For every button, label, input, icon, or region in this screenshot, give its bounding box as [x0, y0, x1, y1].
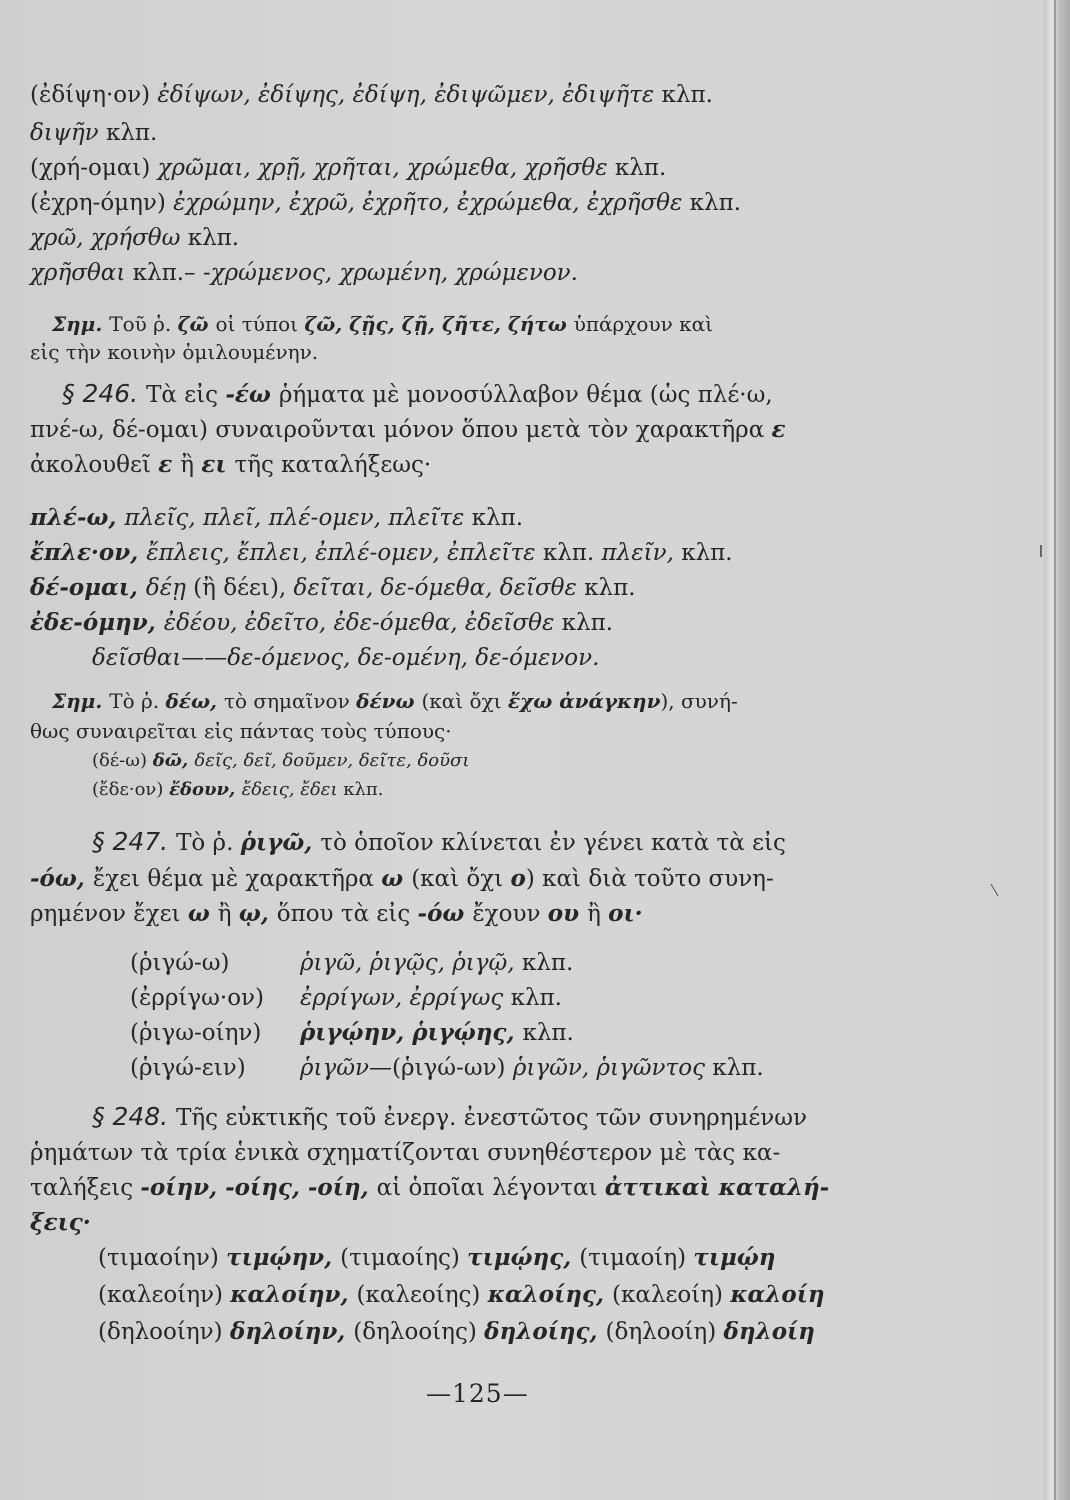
rigo-row-3-forms: ῥιγῴην, ῥιγῴης, κλπ.	[300, 1019, 574, 1046]
section-248-line-2: ῥημάτων τὰ τρία ἑνικὰ σχηματίζονται συνηθέστερον μὲ τὰς κα-	[30, 1140, 781, 1166]
note-2-line-4: (ἔδε·ον) ἔδουν, ἔδεις, ἔδει κλπ.	[92, 779, 384, 800]
section-247-line-3: ρημένον ἔχει ω ἢ ῳ, ὅπου τὰ εἰς -όω ἔχουν ου ἢ οι·	[30, 900, 643, 927]
text-line-4: (ἐχρη-όμην) ἐχρώμην, ἐχρῶ, ἐχρῆτο, ἐχρώμεθα, ἐχρῆσθε κλπ.	[30, 190, 742, 216]
note-1-line-2: εἰς τὴν κοινὴν ὁμιλουμένην.	[30, 340, 319, 364]
forms-line-3: δέ-ομαι, δέῃ (ἢ δέει), δεῖται, δε-όμεθα, δεῖσθε κλπ.	[30, 574, 636, 601]
forms-line-1: πλέ-ω, πλεῖς, πλεῖ, πλέ-ομεν, πλεῖτε κλπ.	[30, 504, 524, 531]
rigo-row-1-label: (ῥιγώ-ω)	[130, 950, 230, 976]
rigo-row-3-label: (ῥιγω-οίην)	[130, 1020, 262, 1046]
forms-line-2: ἔπλε·ον, ἔπλεις, ἔπλει, ἐπλέ-ομεν, ἐπλεῖτε κλπ. πλεῖν, κλπ.	[30, 539, 733, 566]
optative-line-1: (τιμαοίην) τιμῴην, (τιμαοίης) τιμῴης, (τιμαοίη) τιμῴη	[98, 1244, 776, 1271]
section-246-line-1: § 246. Τὰ εἰς -έω ῥήματα μὲ μονοσύλλαβον θέμα (ὡς πλέ·ω,	[62, 379, 773, 408]
section-246-line-2: πνέ-ω, δέ-ομαι) συναιροῦνται μόνον ὅπου μετὰ τὸν χαρακτῆρα ε	[30, 416, 786, 443]
forms-line-5: δεῖσθαι——δε-όμενος, δε-ομένη, δε-όμενον.	[92, 645, 600, 671]
page-number: —125—	[426, 1379, 529, 1408]
section-246-line-3: ἀκολουθεῖ ε ἢ ει τῆς καταλήξεως·	[30, 451, 432, 478]
section-248-line-1: § 248. Τῆς εὐκτικῆς τοῦ ἐνεργ. ἐνεστῶτος τῶν συνηρημένων	[92, 1102, 808, 1131]
optative-line-3: (δηλοοίην) δηλοίην, (δηλοοίης) δηλοίης, (δηλοοίη) δηλοίη	[98, 1318, 815, 1345]
text-line-6: χρῆσθαι κλπ.– -χρώμενος, χρωμένη, χρώμενον.	[30, 260, 578, 286]
note-1-line-1: Σημ. Τοῦ ῥ. ζῶ οἱ τύποι ζῶ, ζῇς, ζῇ, ζῆτε, ζήτω ὑπάρχουν καὶ	[52, 312, 713, 336]
margin-tick	[1040, 545, 1042, 557]
text-line-1: (ἐδίψη·ον) ἐδίψων, ἐδίψης, ἐδίψη, ἐδιψῶμεν, ἐδιψῆτε κλπ.	[30, 82, 713, 108]
text-line-5: χρῶ, χρήσθω κλπ.	[30, 225, 240, 251]
text-line-3: (χρή-ομαι) χρῶμαι, χρῇ, χρῆται, χρώμεθα, χρῆσθε κλπ.	[30, 155, 667, 181]
section-248-line-4: ξεις·	[30, 1209, 91, 1236]
text-line-2: διψῆν κλπ.	[30, 120, 158, 146]
section-248-line-3: ταλήξεις -οίην, -οίης, -οίη, αἱ ὁποῖαι λέγονται ἀττικαὶ καταλή-	[30, 1174, 830, 1201]
note-2-line-3: (δέ-ω) δῶ, δεῖς, δεῖ, δοῦμεν, δεῖτε, δοῦσι	[92, 750, 470, 771]
rigo-row-2-label: (ἐρρίγω·ον)	[130, 985, 264, 1011]
page-edge-line	[1054, 0, 1056, 1500]
rigo-row-2-forms: ἐρρίγων, ἐρρίγως κλπ.	[300, 985, 562, 1011]
forms-line-4: ἐδε-όμην, ἐδέου, ἐδεῖτο, ἐδε-όμεθα, ἐδεῖσθε κλπ.	[30, 609, 614, 636]
note-2-line-2: θως συναιρεῖται εἰς πάντας τοὺς τύπους·	[30, 719, 452, 743]
rigo-row-4-forms: ῥιγῶν—(ῥιγώ-ων) ῥιγῶν, ῥιγῶντος κλπ.	[300, 1055, 764, 1081]
rigo-row-1-forms: ῥιγῶ, ῥιγῷς, ῥιγῷ, κλπ.	[300, 950, 574, 976]
section-247-line-1: § 247. Τὸ ῥ. ῥιγῶ, τὸ ὁποῖον κλίνεται ἐν γένει κατὰ τὰ εἰς	[92, 827, 786, 856]
rigo-row-4-label: (ῥιγώ-ειν)	[130, 1055, 246, 1081]
section-247-line-2: -όω, ἔχει θέμα μὲ χαρακτῆρα ω (καὶ ὄχι ο) καὶ διὰ τοῦτο συνη-	[30, 865, 774, 892]
note-2-line-1: Σημ. Τὸ ῥ. δέω, τὸ σημαῖνον δένω (καὶ ὄχι ἔχω ἀνάγκην), συνή-	[52, 689, 738, 713]
page-edge	[1044, 0, 1070, 1500]
optative-line-2: (καλεοίην) καλοίην, (καλεοίης) καλοίης, (καλεοίη) καλοίη	[98, 1281, 825, 1308]
